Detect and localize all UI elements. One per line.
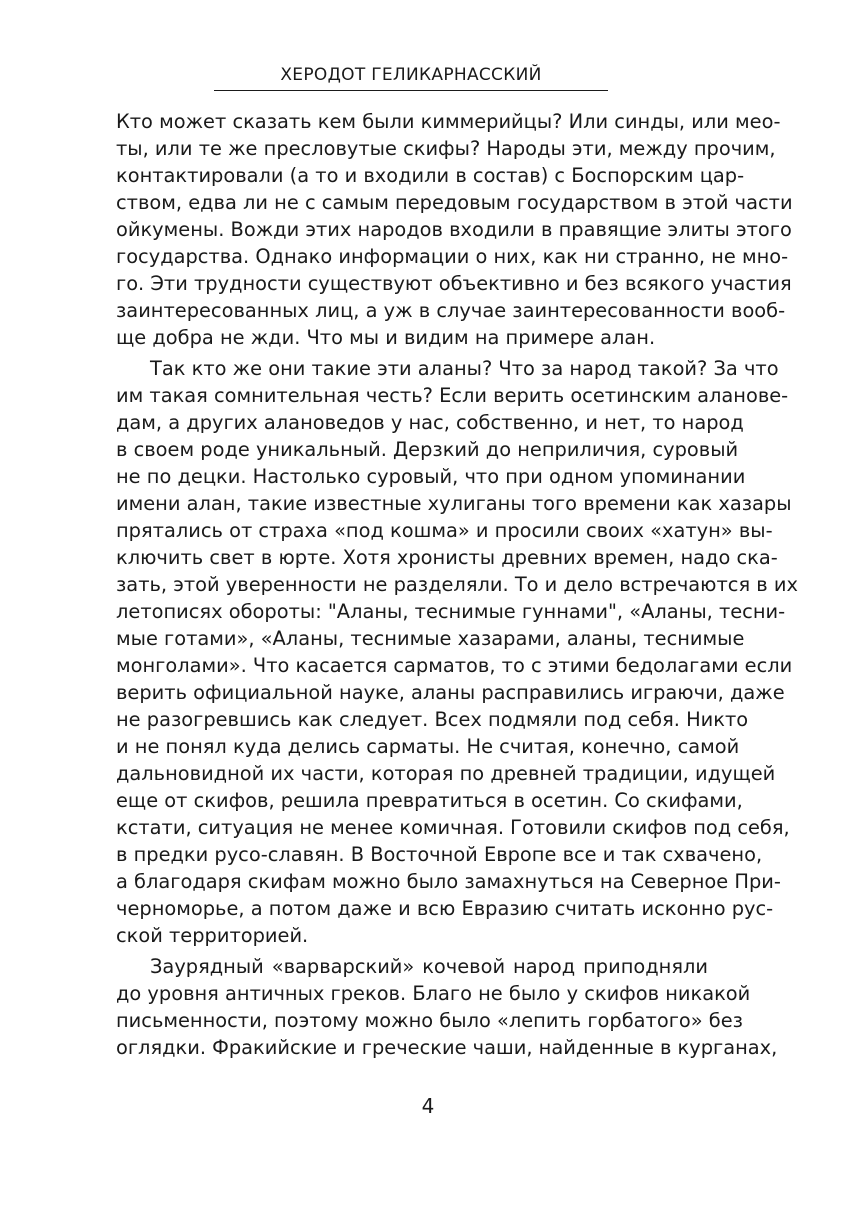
text-line: оглядки. Фракийские и греческие чаши, найденные в курганах, [116, 1036, 778, 1059]
page-number: 4 [421, 1094, 435, 1118]
text-line: зать, этой уверенности не разделяли. То и дело встречаются в их [116, 573, 798, 596]
paragraph-2 [116, 355, 798, 949]
header-rule [214, 90, 608, 91]
text-line: Кто может сказать кем были киммерийцы? Или синды, или мео- [116, 110, 781, 133]
text-line: имени алан, такие известные хулиганы того времени как хазары [116, 492, 792, 515]
text-line: ойкумены. Вожди этих народов входили в правящие элиты этого [116, 218, 792, 241]
text-line: заинтересованных лиц, а уж в случае заинтересованности вооб- [116, 299, 786, 322]
paragraph-1 [116, 108, 793, 351]
text-line: Заурядный «варварский» кочевой народ приподняли [150, 955, 708, 978]
text-line: ще добра не жди. Что мы и видим на примере алан. [116, 326, 656, 349]
text-line: а благодаря скифам можно было замахнуться на Северное При- [116, 870, 781, 893]
text-line: ской территорией. [116, 924, 309, 947]
text-line: дам, а других алановедов у нас, собственно, и нет, то народ [116, 411, 744, 434]
body-text [116, 108, 798, 1061]
text-line: в своем роде уникальный. Дерзкий до неприличия, суровый [116, 438, 739, 461]
text-line: контактировали (а то и входили в состав) с Боспорским цар- [116, 164, 745, 187]
text-line: государства. Однако информации о них, как ни странно, не мно- [116, 245, 789, 268]
text-line: ством, едва ли не с самым передовым государством в этой части [116, 191, 793, 214]
text-line: ключить свет в юрте. Хотя хронисты древних времен, надо ска- [116, 546, 778, 569]
text-line: летописях обороты: "Аланы, теснимые гуннами", «Аланы, тесни- [116, 600, 786, 623]
text-line: в предки русо-славян. В Восточной Европе все и так схвачено, [116, 843, 763, 866]
text-line: ты, или те же пресловутые скифы? Народы эти, между прочим, [116, 137, 776, 160]
text-line: мые готами», «Аланы, теснимые хазарами, аланы, теснимые [116, 627, 745, 650]
text-line: им такая сомнительная честь? Если верить осетинским аланове- [116, 384, 789, 407]
text-line: Так кто же они такие эти аланы? Что за народ такой? За что [150, 357, 779, 380]
text-line: дальновидной их части, которая по древней традиции, идущей [116, 762, 776, 785]
text-line: и не понял куда делись сарматы. Не считая, конечно, самой [116, 735, 740, 758]
text-line: до уровня античных греков. Благо не было у скифов никакой [116, 982, 751, 1005]
paragraph-3 [116, 953, 778, 1061]
text-line: черноморье, а потом даже и всю Евразию считать исконно рус- [116, 897, 774, 920]
running-header-title: ХЕРОДОТ ГЕЛИКАРНАССКИЙ [280, 65, 542, 85]
text-line: монголами». Что касается сарматов, то с этими бедолагами если [116, 654, 793, 677]
text-line: не разогревшись как следует. Всех подмяли под себя. Никто [116, 708, 749, 731]
text-line: го. Эти трудности существуют объективно и без всякого участия [116, 272, 792, 295]
running-header [214, 63, 608, 91]
text-line: верить официальной науке, аланы расправились играючи, даже [116, 681, 785, 704]
text-line: не по децки. Настолько суровый, что при одном упоминании [116, 465, 746, 488]
text-line: еще от скифов, решила превратиться в осетин. Со скифами, [116, 789, 743, 812]
text-line: прятались от страха «под кошма» и просили своих «хатун» вы- [116, 519, 773, 542]
text-line: письменности, поэтому можно было «лепить горбатого» без [116, 1009, 743, 1032]
text-line: кстати, ситуация не менее комичная. Готовили скифов под себя, [116, 816, 790, 839]
